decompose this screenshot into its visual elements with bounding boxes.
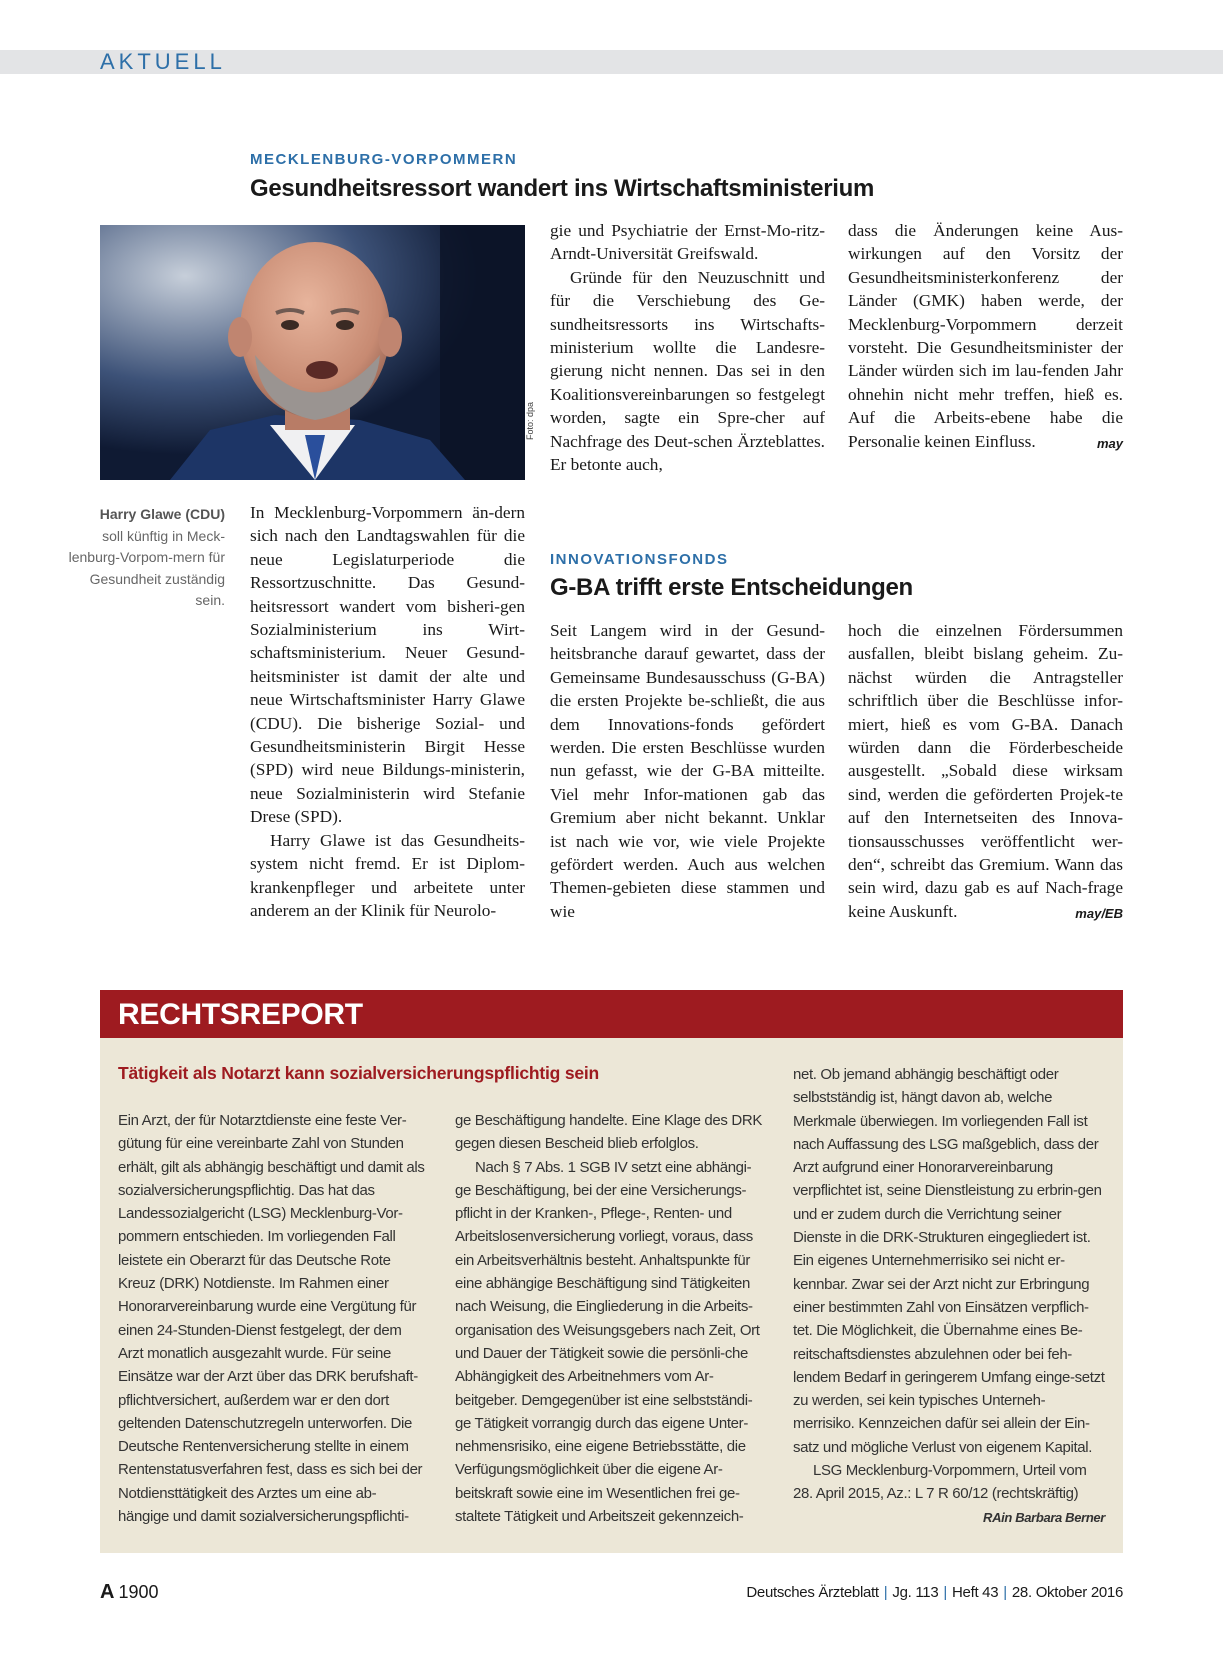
article1-col1-paragraph: Harry Glawe ist das Gesundheits-system nicht fremd. Er ist Diplom-krankenpfleger und arbeitete unter anderem an der Klinik für Neurolo- — [250, 830, 525, 920]
rechtsreport-author: RAin Barbara Berner — [983, 1509, 1105, 1525]
journal-footer — [746, 1582, 1123, 1604]
article1-kicker: MECKLENBURG-VORPOMMERN — [250, 151, 518, 168]
caption-name: Harry Glawe (CDU) — [99, 506, 225, 522]
rechtsreport-col2-paragraph: ge Beschäftigung handelte. Eine Klage des DRK gegen diesen Bescheid blieb erfolglos. — [455, 1112, 762, 1153]
rechtsreport-column-2 — [455, 1109, 767, 1528]
rechtsreport-col3-paragraph: net. Ob jemand abhängig beschäftigt oder selbstständig ist, hängt davon ab, welche Merkmale überwiegen. Im vorliegenden Fall ist nach Auffassung des LSG maßgeblich, dass der Arzt aufgrund einer Honorarvereinbarung verpflichtet ist, seine Dienstleistung zu erbrin-gen und er zudem durch die Verrichtung seiner Dienste in die DRK-Strukturen eingegliedert ist. Ein eigenes Unternehmerrisiko sei nicht er-kennbar. Zwar sei der Arzt nicht zur Erbringung einer bestimmten Zahl von Einsätzen verpflich-tet. Die Möglichkeit, die Übernahme eines Be-reitschaftsdienstes abzulehnen oder bei feh-lendem Bedarf in geringerem Umfang einge-setzt zu werden, sei kein typisches Unterneh-merrisiko. Kennzeichen dafür sei allein der Ein-satz und mögliche Verlust von eigenem Kapital. — [793, 1066, 1105, 1456]
rechtsreport-title: RECHTSREPORT — [118, 998, 363, 1031]
caption-text: soll künftig in Meck-lenburg-Vorpom-mern für Gesundheit zuständig sein. — [68, 527, 225, 608]
page-number-value: 1900 — [118, 1582, 159, 1602]
article1-col2-paragraph: Gründe für den Neuzuschnitt und für die Verschiebung des Ge-sundheitsressorts ins Wirtschafts-ministerium wollte die Landesre-gierung nicht nennen. Das sei in den Koalitionsvereinbarungen so festgelegt worden, sagte ein Spre-cher auf Nachfrage des Deut-schen Ärzteblattes. Er betonte auch, — [550, 267, 825, 475]
article1-headline: Gesundheitsressort wandert ins Wirtschaftsministerium — [250, 175, 875, 202]
journal-volume: Jg. 113 — [892, 1584, 939, 1601]
rechtsreport-col2-paragraph: Nach § 7 Abs. 1 SGB IV setzt eine abhängi-ge Beschäftigung, bei der eine Versicherungs-pflicht in der Kranken-, Pflege-, Renten- und Arbeitslosenversicherung vorliegt, voraus, dass ein Arbeitsverhältnis besteht. Anhaltspunkte für eine abhängige Beschäftigung sind Tätigkeiten nach Weisung, die Eingliederung in die Arbeits-organisation des Weisungsgebers nach Zeit, Ort und Dauer der Tätigkeit sowie die persönli-che Abhängigkeit des Arbeitnehmers vom Ar-beitgeber. Demgegenüber ist eine selbstständi-ge Tätigkeit vorrangig durch das eigene Unter-nehmensrisiko, eine eigene Betriebsstätte, die Verfügungsmöglichkeit über die eigene Ar-beitskraft sowie eine im Wesentlichen frei ge-staltete Tätigkeit und Arbeitszeit gekennzeich- — [455, 1158, 760, 1526]
article1-col1-paragraph: In Mecklenburg-Vorpommern än-dern sich nach den Landtagswahlen für die neue Legislaturperiode die Ressortzuschnitte. Das Gesund-heitsressort wandert vom bisheri-gen Sozialministerium ins Wirt-schaftsministerium. Neuer Gesund-heitsminister ist damit der alte und neue Wirtschaftsminister Harry Glawe (CDU). Die bisherige Sozial- und Gesundheitsministerin Birgit Hesse (SPD) wird neue Bildungs-ministerin, neue Sozialministerin wird Stefanie Drese (SPD). — [250, 503, 525, 827]
page-prefix: A — [100, 1581, 115, 1603]
article1-col2-paragraph: gie und Psychiatrie der Ernst-Mo-ritz-Arndt-Universität Greifswald. — [550, 221, 825, 264]
photo-credit: Foto: dpa — [525, 401, 535, 440]
article2-col2-paragraph: hoch die einzelnen Fördersummen ausfallen, bleibt bislang geheim. Zu-nächst würden die Antragsteller schriftlich über die Beschlüsse infor-miert, hieß es vom G-BA. Danach würden dann die Förderbescheide ausgestellt. „Sobald diese wirksam sind, werden die geförderten Projek-te auf den Internetseiten des Innova-tionsausschusses veröffentlicht wer-den“, schreibt das Gremium. Wann das sein wird, dazu gab es auf Nach-frage keine Auskunft. may/EB — [848, 619, 1123, 923]
article2-kicker: INNOVATIONSFONDS — [550, 551, 729, 568]
journal-issue: Heft 43 — [952, 1584, 999, 1601]
page-number — [100, 1580, 159, 1604]
rechtsreport-col1-paragraph: Ein Arzt, der für Notarztdienste eine feste Ver-gütung für eine vereinbarte Zahl von Stunden erhält, gilt als abhängig beschäftigt und damit als sozialversicherungspflichtig. Das hat das Landessozialgericht (LSG) Mecklenburg-Vor-pommern entschieden. Im vorliegenden Fall leistete ein Oberarzt für das Deutsche Rote Kreuz (DRK) Notdienste. Im Rahmen einer Honorarvereinbarung wurde eine Vergütung für einen 24-Stunden-Dienst festgelegt, der dem Arzt monatlich ausgezahlt wurde. Für seine Einsätze war der Arzt über das DRK berufshaft-pflichtversichert, außerdem war er den dort geltenden Datenschutzregeln unterworfen. Die Deutsche Rentenversicherung stellte in einem Rentenstatusverfahren fest, dass es sich bei der Notdiensttätigkeit des Arztes um eine ab-hängige und damit sozialversicherungspflichti- — [118, 1112, 425, 1526]
rechtsreport-column-1 — [118, 1109, 426, 1528]
article2-headline: G-BA trifft erste Entscheidungen — [550, 574, 913, 601]
rechtsreport-subtitle: Tätigkeit als Notarzt kann sozialversicherungspflichtig sein — [118, 1063, 600, 1083]
journal-name: Deutsches Ärzteblatt — [746, 1584, 879, 1601]
portrait-photo — [100, 225, 525, 480]
footer-separator: | — [883, 1584, 888, 1601]
photo-caption — [60, 504, 225, 612]
rechtsreport-col3-paragraph: LSG Mecklenburg-Vorpommern, Urteil vom 28. April 2015, Az.: L 7 R 60/12 (rechtskräftig) — [793, 1462, 1087, 1503]
article2-col1-paragraph: Seit Langem wird in der Gesund-heitsbranche darauf gewartet, dass der Gemeinsame Bundesausschuss (G-BA) die ersten Projekte be-schließt, die aus dem Innovations-fonds gefördert werden. Die ersten Beschlüsse wurden nun gefasst, wie der G-BA mitteilte. Viel mehr Infor-mationen gab das Gremium aber nicht bekannt. Unklar ist nach wie vor, wie viele Projekte gefördert werden. Auch aus welchen Themen-gebieten diese stammen und wie — [550, 621, 825, 921]
article1-author: may — [1096, 435, 1123, 451]
article2-column-1 — [550, 619, 825, 923]
footer-separator: | — [943, 1584, 947, 1601]
section-label: AKTUELL — [100, 49, 226, 74]
article1-column-3 — [848, 219, 1123, 455]
article1-column-1 — [250, 501, 525, 922]
article2-author: may/EB — [1075, 905, 1123, 921]
article2-column-2 — [848, 619, 1123, 925]
portrait-illustration — [100, 225, 525, 480]
rechtsreport-column-3 — [793, 1063, 1105, 1529]
journal-date: 28. Oktober 2016 — [1011, 1584, 1123, 1601]
footer-separator: | — [1003, 1584, 1007, 1601]
article1-column-2 — [550, 219, 825, 476]
article1-col3-paragraph: dass die Änderungen keine Aus-wirkungen auf den Vorsitz der Gesundheitsministerkonferenz der Länder (GMK) haben werde, der Mecklenburg-Vorpommern derzeit vorsteht. Die Gesundheitsminister der Länder würden sich im lau-fenden Jahr ohnehin nicht mehr treffen, hieß es. Auf die Arbeits-ebene habe die Personalie keinen Einfluss. may — [848, 219, 1123, 453]
